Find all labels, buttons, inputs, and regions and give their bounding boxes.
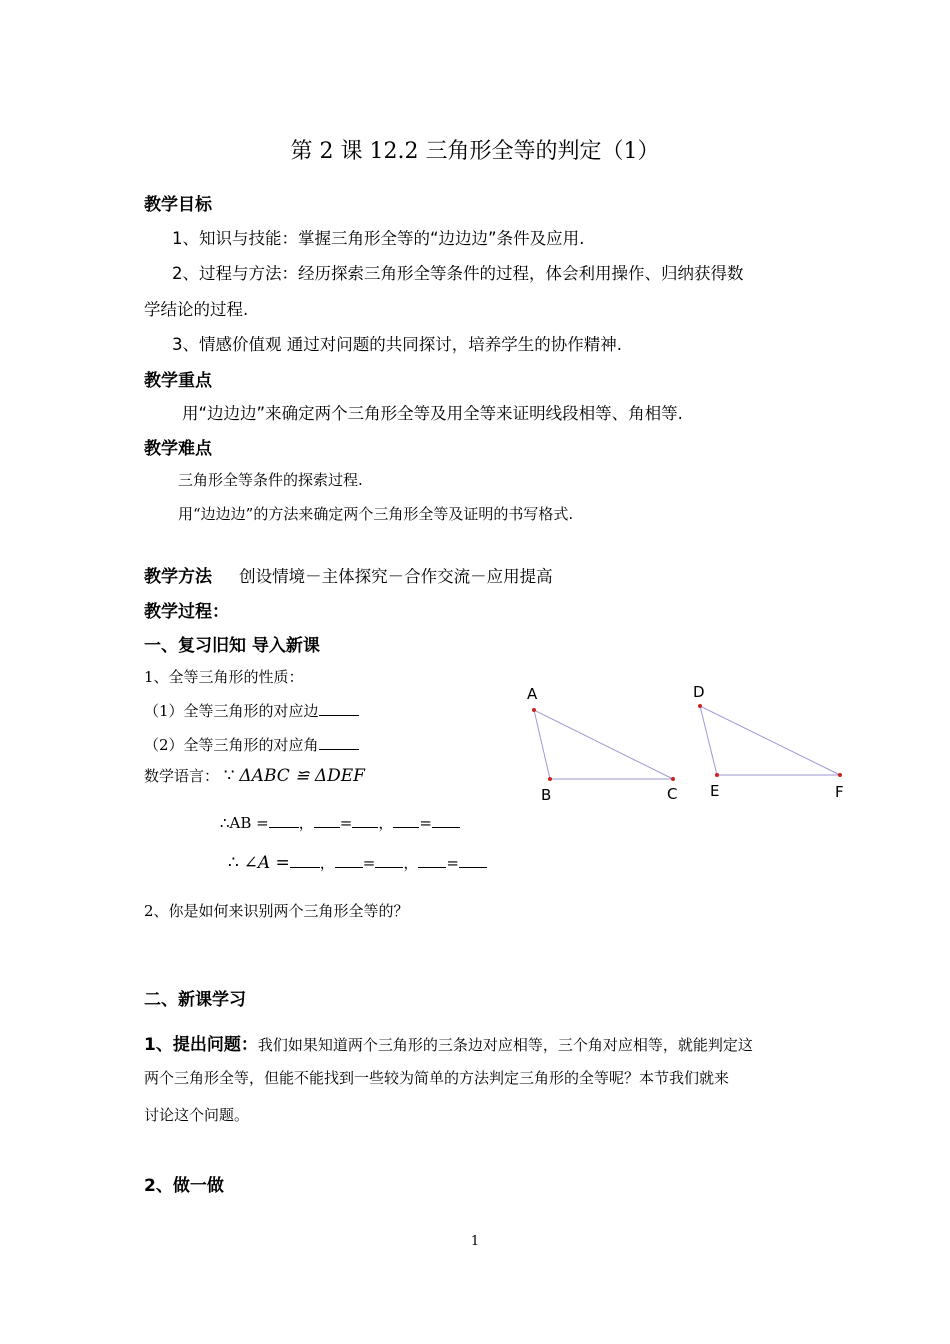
triangle-abc-outline [534,710,673,779]
answer-blank [352,813,378,828]
triangles-figure [510,676,870,806]
goals-heading: 教学目标 [144,195,212,215]
question-1b [144,734,359,755]
answer-blank [319,701,359,716]
triangle-def-outline [700,706,840,775]
equals: = [419,814,432,832]
vertex-d-point [698,704,702,708]
therefore-symbol: ∴ [228,853,239,873]
problem-text-1: 我们如果知道两个三角形的三条边对应相等，三个角对应相等，就能判定这 [257,1036,753,1054]
goal-item-3: 3、情感价值观 通过对问题的共同探讨，培养学生的协作精神. [172,335,622,354]
question-1a-text: （1）全等三角形的对应边 [144,702,319,720]
math-language-label: 数学语言： [144,767,220,785]
problem-paragraph-line-3: 讨论这个问题。 [144,1106,250,1124]
answer-blank [290,853,320,868]
answer-blank [432,813,460,828]
equals: = [362,854,376,872]
answer-blank [393,813,419,828]
vertex-b-point [548,777,552,781]
goal-item-1: 1、知识与技能：掌握三角形全等的“边边边”条件及应用. [172,229,585,248]
method-heading: 教学方法 [144,567,212,587]
answer-blank [319,735,359,750]
keypoints-text: 用“边边边”来确定两个三角形全等及用全等来证明线段相等、角相等. [182,404,683,423]
problem-paragraph-line-1 [144,1030,753,1055]
therefore-symbol: ∴ [220,814,230,832]
angle-a-prefix: ∠A = [243,853,290,873]
section2-heading: 二、新课学习 [144,990,246,1010]
answer-blank [418,853,446,868]
congruence-statement: ΔABC ≌ ΔDEF [239,766,365,786]
comma: ， [403,854,419,872]
equals: = [339,814,353,832]
difficulty-line-2: 用“边边边”的方法来确定两个三角形全等及证明的书写格式. [178,505,574,523]
vertex-f-label: F [835,783,844,801]
vertex-a-point [532,708,536,712]
equals: = [446,854,459,872]
vertex-e-label: E [710,782,720,800]
vertex-c-point [671,777,675,781]
section1-heading: 一、复习旧知 导入新课 [144,636,320,656]
vertex-d-label: D [693,683,705,701]
vertex-b-label: B [541,786,552,804]
goal-item-2-line-1: 2、过程与方法：经历探索三角形全等条件的过程，体会利用操作、归纳获得数 [172,264,744,283]
question-2: 2、你是如何来识别两个三角形全等的？ [144,902,409,920]
answer-blank [314,813,340,828]
answer-blank [269,813,299,828]
math-language-row [144,765,365,786]
vertex-f-point [838,773,842,777]
triangle-abc [527,685,677,804]
difficulties-heading: 教学难点 [144,439,212,459]
vertex-e-point [715,773,719,777]
comma: ， [319,854,335,872]
comma: ， [378,814,394,832]
do-it-heading: 2、做一做 [144,1176,224,1196]
ab-prefix: AB = [229,814,269,832]
answer-blank [335,853,363,868]
side-equalities-row [220,812,460,833]
page-title: 第 2 课 12.2 三角形全等的判定（1） [290,139,660,164]
triangle-def [693,683,844,801]
goal-item-2-line-2: 学结论的过程. [144,300,249,319]
question-1a [144,700,359,721]
because-symbol: ∵ [223,766,235,786]
answer-blank [375,853,403,868]
process-heading: 教学过程： [144,602,229,622]
angle-equalities-row [228,852,487,873]
problem-label: 1、提出问题： [144,1035,258,1055]
keypoints-heading: 教学重点 [144,371,212,391]
method-row [144,562,553,587]
problem-paragraph-line-2: 两个三角形全等，但能不能找到一些较为简单的方法判定三角形的全等呢？本节我们就来 [144,1069,730,1087]
vertex-c-label: C [667,785,678,803]
vertex-a-label: A [527,685,538,703]
method-text: 创设情境－主体探究－合作交流－应用提高 [239,567,553,586]
question-1b-text: （2）全等三角形的对应角 [144,736,319,754]
answer-blank [459,853,487,868]
comma: ， [298,814,314,832]
page-number: 1 [470,1234,480,1249]
difficulty-line-1: 三角形全等条件的探索过程. [178,471,363,489]
question-1: 1、全等三角形的性质： [144,668,304,686]
